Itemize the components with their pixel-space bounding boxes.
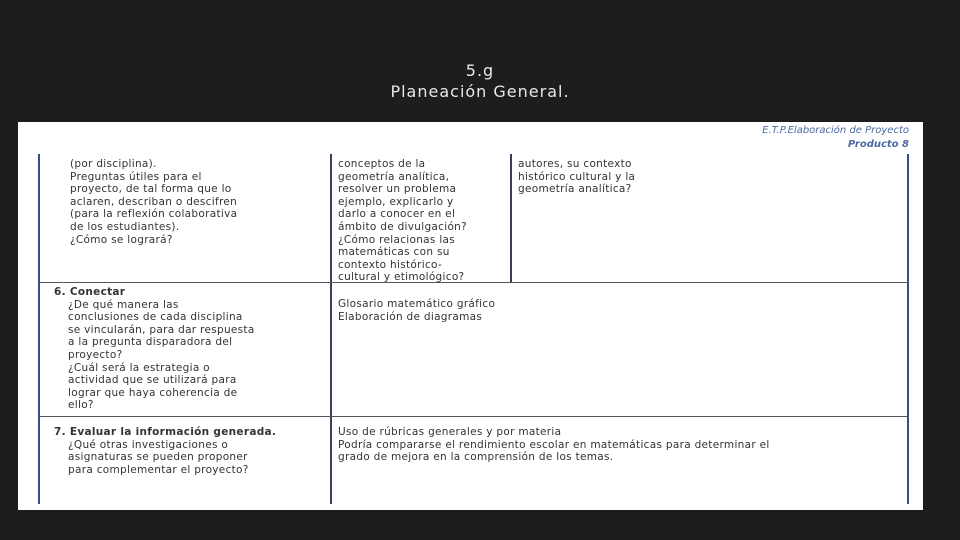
slide-title bbox=[0, 60, 960, 102]
row1-col1-line: ¿Cómo se logrará? bbox=[70, 233, 173, 246]
row1-col2-line: ¿Cómo relacionas las bbox=[338, 233, 456, 246]
row2-col1-line: a la pregunta disparadora del bbox=[68, 336, 233, 349]
row2-col1-line: proyecto? bbox=[68, 348, 123, 361]
table-left-border bbox=[38, 154, 40, 504]
row1-col2-cell bbox=[338, 158, 506, 284]
row1-col2-line: resolver un problema bbox=[338, 183, 457, 196]
row2-col1-line: ¿Cuál será la estrategia o bbox=[68, 361, 210, 374]
row3-col1-line: para complementar el proyecto? bbox=[68, 463, 249, 476]
table-column-divider-2 bbox=[510, 154, 512, 282]
row1-col2-line: matemáticas con su bbox=[338, 246, 450, 259]
row3-col2-cell bbox=[338, 426, 903, 464]
row3-col2-line: Uso de rúbricas generales y por materia bbox=[338, 426, 562, 438]
row2-section-title: 6. Conectar bbox=[54, 286, 126, 298]
row1-col3-line: geometría analítica? bbox=[518, 183, 632, 196]
row1-col1-line: aclaren, describan o descifren bbox=[70, 195, 238, 208]
row1-col2-line: contexto histórico- bbox=[338, 258, 443, 271]
row2-col1-line: ¿De qué manera las bbox=[68, 298, 179, 311]
document-header bbox=[762, 124, 909, 152]
row3-col1-line: asignaturas se pueden proponer bbox=[68, 451, 248, 464]
document-header-course: E.T.P.Elaboración de Proyecto bbox=[762, 125, 909, 136]
row2-col1-line: ello? bbox=[68, 399, 94, 412]
row1-col3-line: autores, su contexto bbox=[518, 158, 632, 170]
row1-col2-line: cultural y etimológico? bbox=[338, 271, 465, 284]
slide-title-number: 5.g bbox=[465, 61, 495, 80]
slide-title-text: Planeación General. bbox=[390, 82, 570, 101]
row1-col3-line: histórico cultural y la bbox=[518, 170, 636, 183]
row2-col2-line: Elaboración de diagramas bbox=[338, 310, 483, 323]
row1-col1-line: (por disciplina). bbox=[70, 158, 157, 170]
row3-col2-line: Podría compararse el rendimiento escolar en matemáticas para determinar el bbox=[338, 438, 770, 451]
document-header-product: Producto 8 bbox=[847, 139, 909, 150]
row3-col1-body bbox=[54, 439, 324, 477]
table-row-divider-2 bbox=[38, 416, 909, 417]
row1-col2-line: ejemplo, explicarlo y bbox=[338, 195, 454, 208]
row1-col3-cell bbox=[518, 158, 688, 196]
row3-col1-cell bbox=[54, 426, 324, 476]
row2-col1-line: lograr que haya coherencia de bbox=[68, 386, 238, 399]
row1-col1-line: proyecto, de tal forma que lo bbox=[70, 183, 232, 196]
row1-col1-line: (para la reflexión colaborativa bbox=[70, 208, 238, 221]
row3-col1-line: ¿Qué otras investigaciones o bbox=[68, 438, 229, 451]
document-page bbox=[18, 122, 923, 510]
row3-col2-line: grado de mejora en la comprensión de los temas. bbox=[338, 451, 614, 464]
row2-col2-line: Glosario matemático gráfico bbox=[338, 298, 496, 310]
row3-section-title: 7. Evaluar la información generada. bbox=[54, 426, 277, 438]
row2-col1-body bbox=[54, 299, 324, 412]
row1-col2-line: ámbito de divulgación? bbox=[338, 220, 467, 233]
table-right-border bbox=[907, 154, 909, 504]
row2-col2-cell bbox=[338, 298, 738, 323]
row1-col1-cell bbox=[70, 158, 320, 246]
row2-col1-line: actividad que se utilizará para bbox=[68, 374, 237, 387]
table-column-divider-1 bbox=[330, 154, 332, 504]
row1-col2-line: darlo a conocer en el bbox=[338, 208, 456, 221]
row2-col1-cell bbox=[54, 286, 324, 412]
row2-col1-line: se vincularán, para dar respuesta bbox=[68, 323, 255, 336]
row1-col1-line: de los estudiantes). bbox=[70, 220, 180, 233]
row1-col2-line: geometría analítica, bbox=[338, 170, 450, 183]
row2-col1-line: conclusiones de cada disciplina bbox=[68, 311, 243, 324]
row1-col1-line: Preguntas útiles para el bbox=[70, 170, 202, 183]
row1-col2-line: conceptos de la bbox=[338, 158, 426, 170]
